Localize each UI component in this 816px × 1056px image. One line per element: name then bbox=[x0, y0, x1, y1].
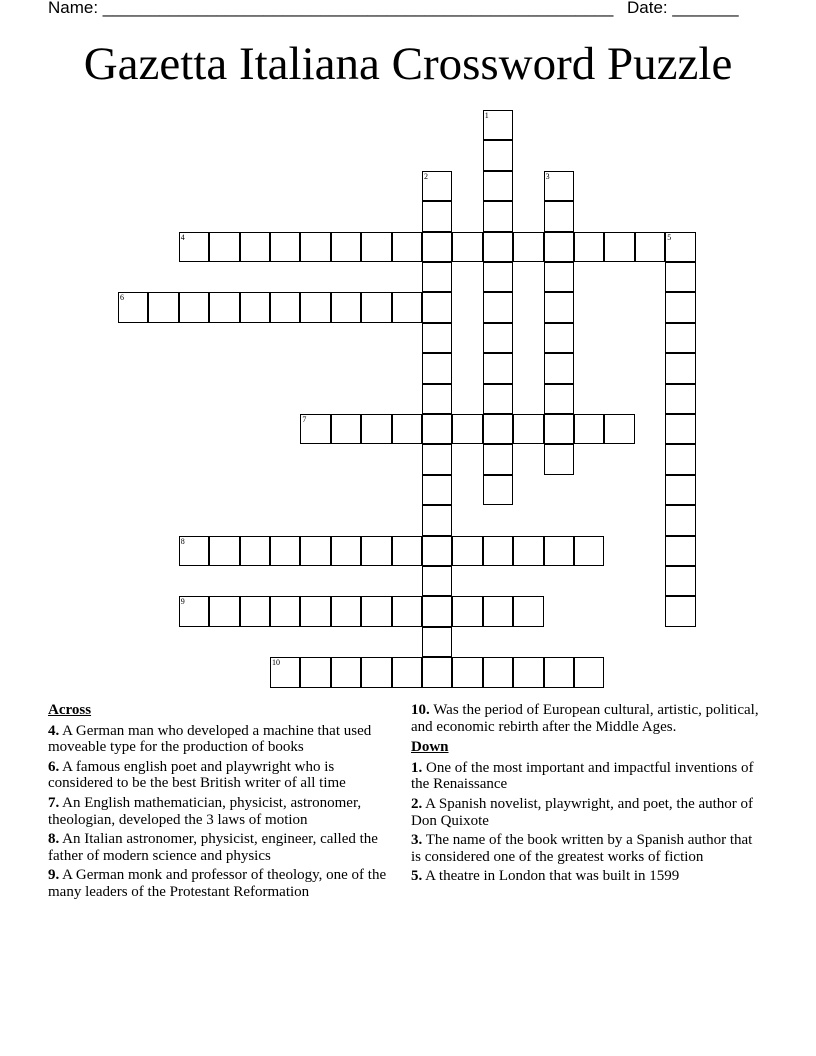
crossword-cell[interactable] bbox=[483, 384, 513, 414]
crossword-cell[interactable] bbox=[361, 292, 391, 322]
crossword-cell[interactable] bbox=[300, 292, 330, 322]
crossword-cell[interactable] bbox=[483, 536, 513, 566]
crossword-cell[interactable] bbox=[209, 536, 239, 566]
clue-down-1 bbox=[411, 760, 761, 793]
crossword-cell[interactable] bbox=[270, 232, 300, 262]
crossword-cell[interactable] bbox=[300, 414, 330, 444]
crossword-cell[interactable] bbox=[179, 232, 209, 262]
crossword-cell[interactable] bbox=[483, 475, 513, 505]
clue-number: 8. bbox=[48, 831, 60, 848]
clue-number: 3. bbox=[411, 832, 423, 849]
crossword-cell[interactable] bbox=[483, 110, 513, 140]
cell-number: 7 bbox=[302, 415, 307, 424]
clue-number: 5. bbox=[411, 868, 423, 885]
crossword-cell[interactable] bbox=[544, 444, 574, 474]
crossword-cell[interactable] bbox=[544, 384, 574, 414]
crossword-cell[interactable] bbox=[483, 201, 513, 231]
across-heading: Across bbox=[48, 702, 92, 718]
crossword-cell[interactable] bbox=[483, 596, 513, 626]
crossword-cell[interactable] bbox=[513, 657, 543, 687]
crossword-cell[interactable] bbox=[665, 262, 695, 292]
crossword-cell[interactable] bbox=[665, 384, 695, 414]
crossword-cell[interactable] bbox=[422, 262, 452, 292]
crossword-cell[interactable] bbox=[665, 292, 695, 322]
crossword-cell[interactable] bbox=[240, 232, 270, 262]
crossword-cell[interactable] bbox=[422, 566, 452, 596]
crossword-cell[interactable] bbox=[422, 596, 452, 626]
crossword-cell[interactable] bbox=[361, 657, 391, 687]
crossword-cell[interactable] bbox=[483, 232, 513, 262]
crossword-cell[interactable] bbox=[665, 353, 695, 383]
crossword-cell[interactable] bbox=[300, 596, 330, 626]
crossword-cell[interactable] bbox=[422, 353, 452, 383]
crossword-cell[interactable] bbox=[544, 414, 574, 444]
crossword-cell[interactable] bbox=[483, 140, 513, 170]
crossword-cell[interactable] bbox=[240, 536, 270, 566]
cell-number: 2 bbox=[424, 171, 428, 181]
clue-number: 6. bbox=[48, 758, 60, 775]
clue-down-2 bbox=[411, 796, 761, 829]
crossword-cell[interactable] bbox=[331, 232, 361, 262]
cell-number: 6 bbox=[120, 293, 124, 303]
crossword-cell[interactable] bbox=[270, 536, 300, 566]
crossword-cell[interactable] bbox=[300, 232, 330, 262]
clue-text: A Spanish novelist, playwright, and poet, the author of Don Quixote bbox=[411, 795, 754, 829]
crossword-cell[interactable] bbox=[665, 505, 695, 535]
down-heading: Down bbox=[411, 739, 449, 756]
crossword-cell[interactable] bbox=[270, 657, 300, 687]
crossword-cell[interactable] bbox=[422, 444, 452, 474]
crossword-cell[interactable] bbox=[179, 596, 209, 626]
crossword-cell[interactable] bbox=[483, 414, 513, 444]
clue-number: 1. bbox=[411, 759, 423, 776]
crossword-cell[interactable] bbox=[513, 536, 543, 566]
cell-number: 10 bbox=[272, 658, 280, 668]
crossword-cell[interactable] bbox=[422, 323, 452, 353]
crossword-cell[interactable] bbox=[544, 171, 574, 201]
crossword-cell[interactable] bbox=[331, 536, 361, 566]
clue-text: A theatre in London that was built in 1599 bbox=[422, 868, 680, 885]
crossword-cell[interactable] bbox=[422, 232, 452, 262]
page-title: Gazetta Italiana Crossword Puzzle bbox=[83, 38, 733, 90]
crossword-cell[interactable] bbox=[361, 596, 391, 626]
crossword-cell[interactable] bbox=[513, 596, 543, 626]
clue-across-7 bbox=[48, 795, 393, 828]
crossword-cell[interactable] bbox=[209, 232, 239, 262]
clue-text: An English mathematician, physicist, astronomer, theologian, developed the 3 laws of motion bbox=[48, 794, 362, 828]
cell-number: 8 bbox=[180, 536, 185, 546]
crossword-cell[interactable] bbox=[483, 323, 513, 353]
clue-text: One of the most important and impactful inventions of the Renaissance bbox=[411, 759, 754, 793]
cell-number: 3 bbox=[545, 171, 550, 181]
crossword-cell[interactable] bbox=[179, 536, 209, 566]
crossword-cell[interactable] bbox=[483, 292, 513, 322]
crossword-cell[interactable] bbox=[422, 627, 452, 657]
crossword-cell[interactable] bbox=[604, 414, 634, 444]
crossword-cell[interactable] bbox=[179, 292, 209, 322]
crossword-cell[interactable] bbox=[544, 657, 574, 687]
crossword-cell[interactable] bbox=[331, 596, 361, 626]
crossword-cell[interactable] bbox=[483, 262, 513, 292]
clue-across-4 bbox=[48, 723, 393, 756]
crossword-cell[interactable] bbox=[422, 475, 452, 505]
crossword-cell[interactable] bbox=[331, 414, 361, 444]
name-field-line[interactable]: Name: ______________________________________________________ bbox=[48, 0, 614, 17]
cell-number: 9 bbox=[180, 597, 185, 607]
crossword-cell[interactable] bbox=[392, 657, 422, 687]
crossword-cell[interactable] bbox=[635, 232, 665, 262]
clue-number: 9. bbox=[48, 867, 60, 884]
crossword-cell[interactable] bbox=[422, 171, 452, 201]
crossword-cell[interactable] bbox=[240, 292, 270, 322]
clue-text: The name of the book written by a Spanish author that is considered one of the greatest works of fiction bbox=[411, 832, 753, 865]
clue-across-10 bbox=[411, 702, 761, 735]
crossword-cell[interactable] bbox=[483, 657, 513, 687]
crossword-cell[interactable] bbox=[422, 384, 452, 414]
clue-number: 10. bbox=[411, 702, 430, 718]
crossword-cell[interactable] bbox=[665, 536, 695, 566]
crossword-cell[interactable] bbox=[361, 232, 391, 262]
clue-down-5 bbox=[411, 868, 761, 885]
crossword-cell[interactable] bbox=[604, 232, 634, 262]
clues-left-column bbox=[48, 702, 393, 904]
crossword-cell[interactable] bbox=[331, 292, 361, 322]
crossword-cell[interactable] bbox=[331, 657, 361, 687]
crossword-cell[interactable] bbox=[665, 444, 695, 474]
crossword-cell[interactable] bbox=[392, 292, 422, 322]
crossword-cell[interactable] bbox=[392, 232, 422, 262]
cell-number: 4 bbox=[180, 232, 185, 242]
crossword-cell[interactable] bbox=[209, 292, 239, 322]
clue-text: A famous english poet and playwright who is considered to be the best British writer of all time bbox=[48, 758, 346, 792]
clues-right-column bbox=[411, 702, 761, 888]
clue-down-3 bbox=[411, 832, 761, 865]
crossword-cell[interactable] bbox=[665, 566, 695, 596]
crossword-cell[interactable] bbox=[483, 444, 513, 474]
clue-across-8 bbox=[48, 831, 393, 864]
crossword-cell[interactable] bbox=[665, 414, 695, 444]
crossword-cell[interactable] bbox=[574, 414, 604, 444]
date-field-line[interactable]: Date: _______ bbox=[627, 0, 739, 17]
clue-number: 2. bbox=[411, 795, 423, 812]
crossword-cell[interactable] bbox=[665, 475, 695, 505]
crossword-cell[interactable] bbox=[270, 292, 300, 322]
crossword-cell[interactable] bbox=[544, 536, 574, 566]
crossword-cell[interactable] bbox=[392, 536, 422, 566]
clue-number: 7. bbox=[48, 794, 60, 811]
crossword-cell[interactable] bbox=[422, 414, 452, 444]
cell-number: 1 bbox=[484, 111, 489, 120]
crossword-cell[interactable] bbox=[240, 596, 270, 626]
crossword-cell[interactable] bbox=[544, 292, 574, 322]
crossword-cell[interactable] bbox=[544, 323, 574, 353]
clue-text: Was the period of European cultural, artistic, political, and economic rebirth after the Middle Ages. bbox=[411, 702, 759, 735]
crossword-cell[interactable] bbox=[544, 232, 574, 262]
cell-number: 5 bbox=[667, 232, 672, 242]
crossword-cell[interactable] bbox=[544, 262, 574, 292]
crossword-cell[interactable] bbox=[422, 536, 452, 566]
crossword-cell[interactable] bbox=[422, 292, 452, 322]
crossword-cell[interactable] bbox=[422, 201, 452, 231]
crossword-cell[interactable] bbox=[513, 414, 543, 444]
crossword-cell[interactable] bbox=[452, 232, 482, 262]
crossword-cell[interactable] bbox=[452, 596, 482, 626]
clue-text: A German man who developed a machine that used moveable type for the production of books bbox=[48, 722, 372, 756]
clue-across-6 bbox=[48, 759, 393, 792]
crossword-cell[interactable] bbox=[452, 536, 482, 566]
crossword-cell[interactable] bbox=[300, 536, 330, 566]
clue-number: 4. bbox=[48, 722, 60, 739]
crossword-cell[interactable] bbox=[665, 596, 695, 626]
crossword-cell[interactable] bbox=[118, 292, 148, 322]
crossword-cell[interactable] bbox=[513, 232, 543, 262]
crossword-cell[interactable] bbox=[209, 596, 239, 626]
crossword-cell[interactable] bbox=[300, 657, 330, 687]
crossword-cell[interactable] bbox=[574, 536, 604, 566]
crossword-cell[interactable] bbox=[392, 414, 422, 444]
clue-text: A German monk and professor of theology, one of the many leaders of the Protestant Reformation bbox=[48, 867, 387, 900]
crossword-cell[interactable] bbox=[392, 596, 422, 626]
crossword-cell[interactable] bbox=[361, 414, 391, 444]
crossword-cell[interactable] bbox=[574, 232, 604, 262]
crossword-cell[interactable] bbox=[574, 657, 604, 687]
crossword-cell[interactable] bbox=[452, 414, 482, 444]
crossword-cell[interactable] bbox=[544, 201, 574, 231]
crossword-cell[interactable] bbox=[665, 232, 695, 262]
crossword-cell[interactable] bbox=[148, 292, 178, 322]
crossword-cell[interactable] bbox=[483, 353, 513, 383]
crossword-cell[interactable] bbox=[544, 353, 574, 383]
crossword-cell[interactable] bbox=[452, 657, 482, 687]
crossword-cell[interactable] bbox=[361, 536, 391, 566]
crossword-cell[interactable] bbox=[270, 596, 300, 626]
clue-text: An Italian astronomer, physicist, engineer, called the father of modern science and physics bbox=[48, 831, 378, 864]
crossword-cell[interactable] bbox=[665, 323, 695, 353]
crossword-cell[interactable] bbox=[483, 171, 513, 201]
crossword-cell[interactable] bbox=[422, 657, 452, 687]
crossword-cell[interactable] bbox=[422, 505, 452, 535]
clue-across-9 bbox=[48, 867, 393, 900]
